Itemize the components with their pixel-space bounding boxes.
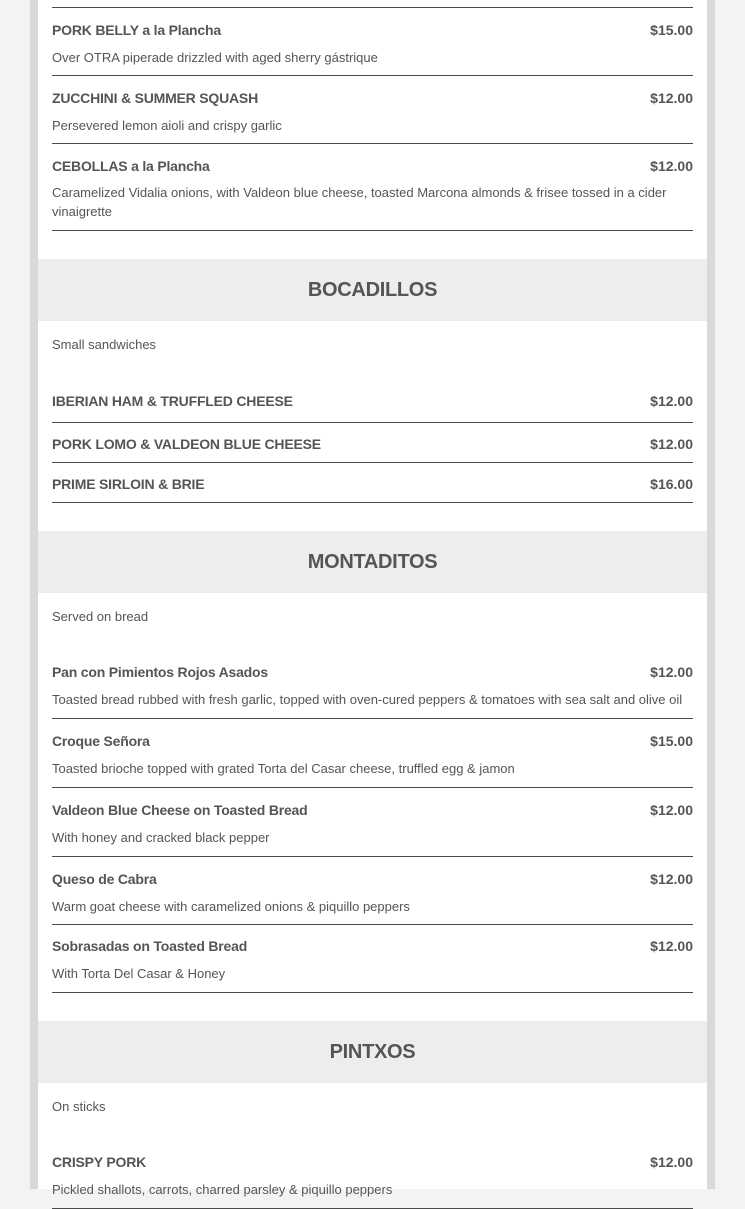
divider: [52, 0, 693, 8]
item-price: $16.00: [650, 476, 693, 492]
item-name: CEBOLLAS a la Plancha: [52, 158, 210, 174]
menu-item: [52, 857, 693, 925]
section-title-bocadillos: BOCADILLOS: [38, 259, 707, 321]
section-intro: On sticks: [52, 1099, 106, 1114]
menu-item: [52, 144, 693, 231]
item-price: $15.00: [650, 22, 693, 38]
item-price: $12.00: [650, 802, 693, 818]
menu-item: [52, 650, 693, 719]
item-price: $12.00: [650, 1154, 693, 1170]
item-description: Caramelized Vidalia onions, with Valdeon blue cheese, toasted Marcona almonds & frisee tossed in a cider vinaigrette: [52, 185, 667, 219]
section-intro: Small sandwiches: [52, 337, 157, 352]
item-description: Pickled shallots, carrots, charred parsley & piquillo peppers: [52, 1182, 393, 1197]
section-bocadillos: [38, 321, 707, 503]
item-name: Croque Señora: [52, 733, 150, 749]
menu-panel: [38, 0, 707, 1197]
section-pintxos: [38, 1083, 707, 1209]
menu-item: [52, 382, 693, 423]
item-name: PRIME SIRLOIN & BRIE: [52, 476, 205, 492]
item-name: PORK LOMO & VALDEON BLUE CHEESE: [52, 436, 321, 452]
item-name: Pan con Pimientos Rojos Asados: [52, 664, 268, 680]
item-price: $12.00: [650, 436, 693, 452]
item-price: $12.00: [650, 158, 693, 174]
item-name: ZUCCHINI & SUMMER SQUASH: [52, 90, 258, 106]
item-name: Valdeon Blue Cheese on Toasted Bread: [52, 802, 308, 818]
section-intro: Served on bread: [52, 609, 149, 624]
item-name: CRISPY PORK: [52, 1154, 147, 1170]
item-price: $12.00: [650, 90, 693, 106]
menu-item: [52, 8, 693, 76]
item-price: $12.00: [650, 938, 693, 954]
section-title-montaditos: MONTADITOS: [38, 531, 707, 593]
item-description: Toasted bread rubbed with fresh garlic, topped with oven-cured peppers & tomatoes with sea salt and olive oil: [52, 692, 683, 707]
menu-item: [52, 463, 693, 503]
item-name: PORK BELLY a la Plancha: [52, 22, 221, 38]
item-description: Warm goat cheese with caramelized onions & piquillo peppers: [52, 899, 410, 914]
item-price: $12.00: [650, 871, 693, 887]
section-top: [38, 0, 707, 231]
item-description: With honey and cracked black pepper: [52, 830, 270, 845]
item-description: Persevered lemon aioli and crispy garlic: [52, 118, 282, 133]
menu-item: [52, 76, 693, 144]
item-description: With Torta Del Casar & Honey: [52, 966, 226, 981]
item-description: Over OTRA piperade drizzled with aged sherry gástrique: [52, 50, 378, 65]
menu-item: [52, 423, 693, 463]
item-description: Toasted brioche topped with grated Torta del Casar cheese, truffled egg & jamon: [52, 761, 515, 776]
menu-item: [52, 925, 693, 993]
section-montaditos: [38, 593, 707, 993]
item-price: $15.00: [650, 733, 693, 749]
item-name: Sobrasadas on Toasted Bread: [52, 938, 248, 954]
item-name: Queso de Cabra: [52, 871, 157, 887]
item-price: $12.00: [650, 664, 693, 680]
menu-item: [52, 788, 693, 857]
item-name: IBERIAN HAM & TRUFFLED CHEESE: [52, 393, 293, 409]
menu-item: [52, 1140, 693, 1209]
section-title-pintxos: PINTXOS: [38, 1021, 707, 1083]
menu-item: [52, 719, 693, 788]
item-price: $12.00: [650, 393, 693, 409]
